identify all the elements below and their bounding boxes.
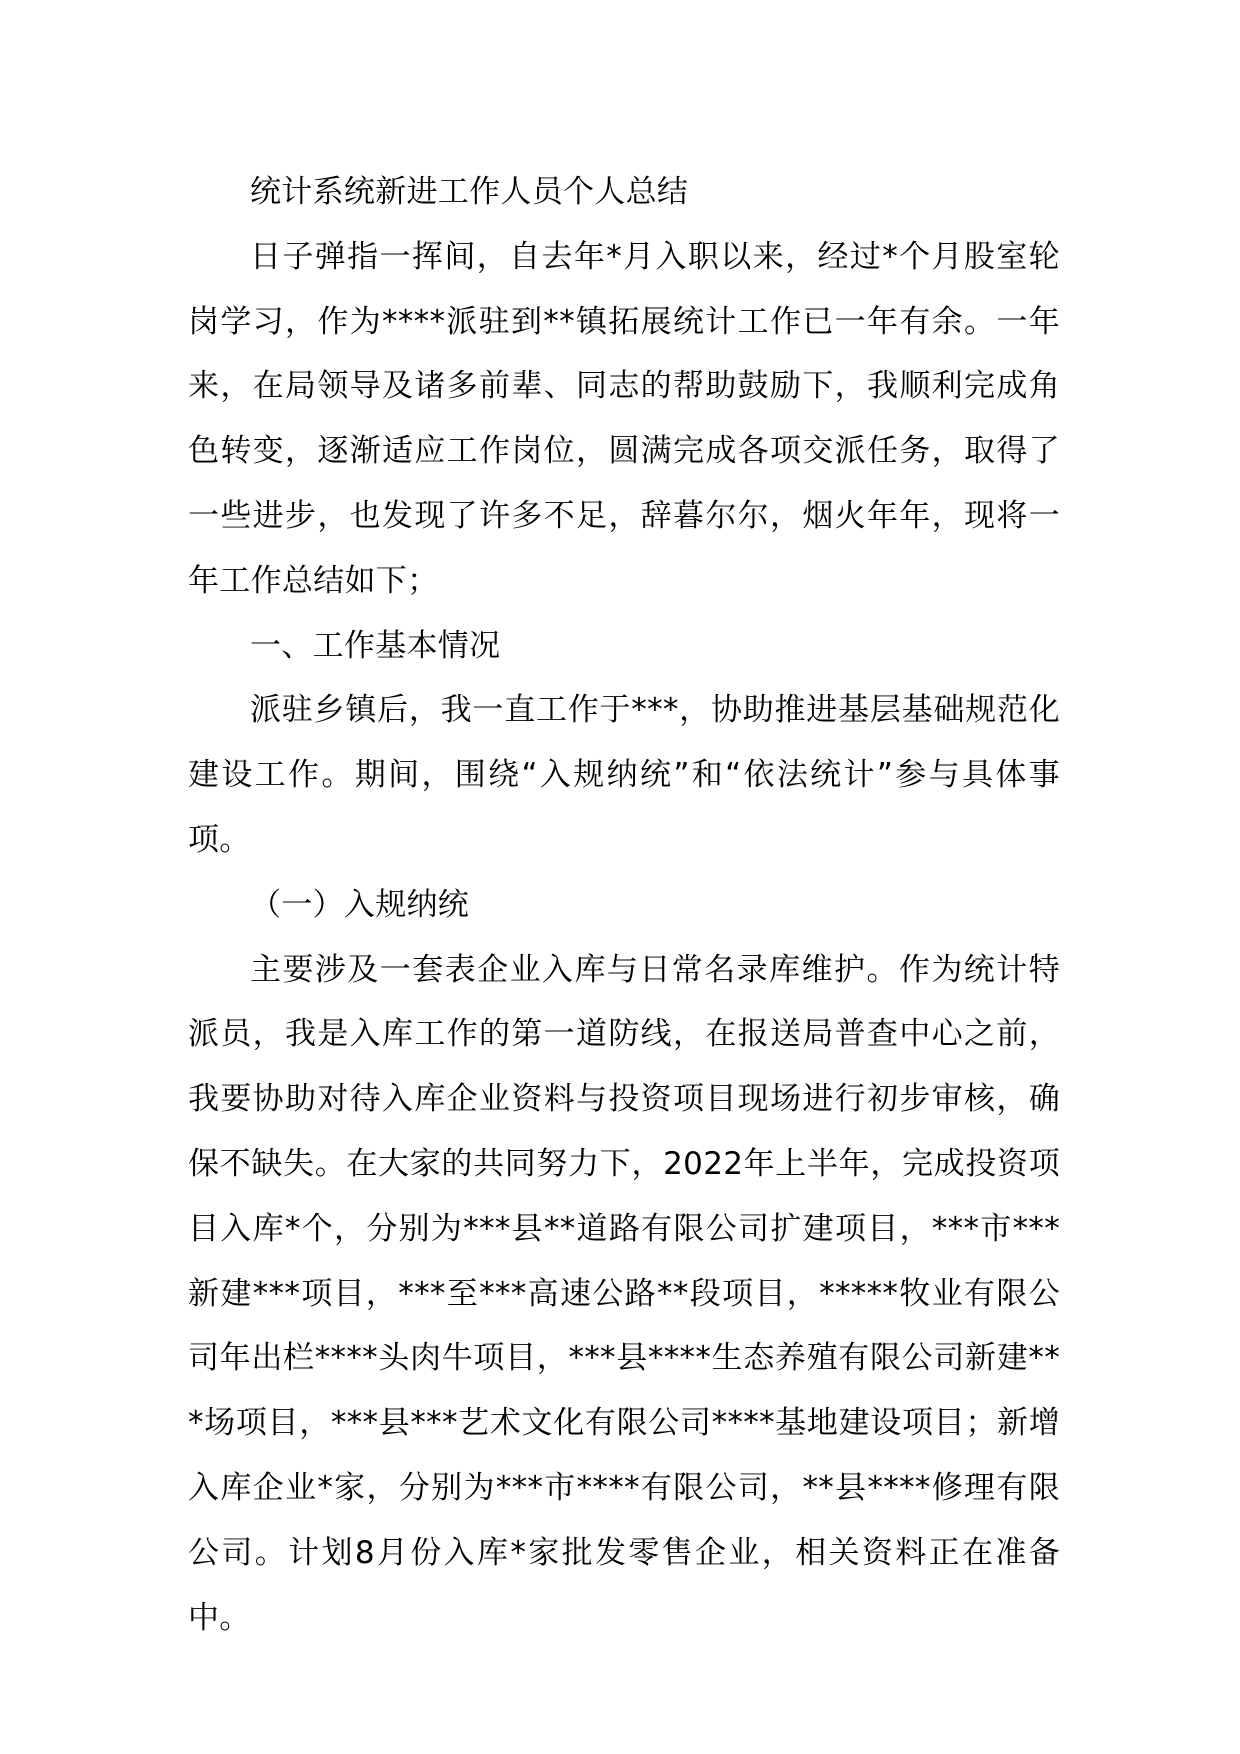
document-title: 统计系统新进工作人员个人总结 <box>250 174 689 210</box>
paragraph-section-1: 派驻乡镇后，我一直工作于***，协助推进基层基础规范化建设工作。期间，围绕“入规纳统”和“依法统计”参与具体事项。 <box>188 692 1060 858</box>
section-heading-1: 一、工作基本情况 <box>250 627 501 664</box>
subsection-heading-1: （一）入规纳统 <box>250 886 470 923</box>
paragraph-intro: 日子弹指一挥间，自去年*月入职以来，经过*个月股室轮岗学习，作为****派驻到**镇拓展统计工作已一年有余。一年来，在局领导及诸多前辈、同志的帮助鼓励下，我顺利完成角色转变，逐渐适应工作岗位，圆满完成各项交派任务，取得了一些进步，也发现了许多不足，辞暮尔尔，烟火年年，现将一年工作总结如下； <box>188 238 1060 599</box>
document-body <box>188 160 1060 1650</box>
paragraph-subsection-1: 主要涉及一套表企业入库与日常名录库维护。作为统计特派员，我是入库工作的第一道防线，在报送局普查中心之前，我要协助对待入库企业资料与投资项目现场进行初步审核，确保不缺失。在大家的共同努力下，2022年上半年，完成投资项目入库*个，分别为***县**道路有限公司扩建项目，***市***新建***项目，***至***高速公路**段项目，*****牧业有限公司年出栏****头肉牛项目，***县****生态养殖有限公司新建***场项目，***县***艺术文化有限公司****基地建设项目；新增入库企业*家，分别为***市****有限公司，**县****修理有限公司。计划8月份入库*家批发零售企业，相关资料正在准备中。 <box>188 951 1060 1636</box>
